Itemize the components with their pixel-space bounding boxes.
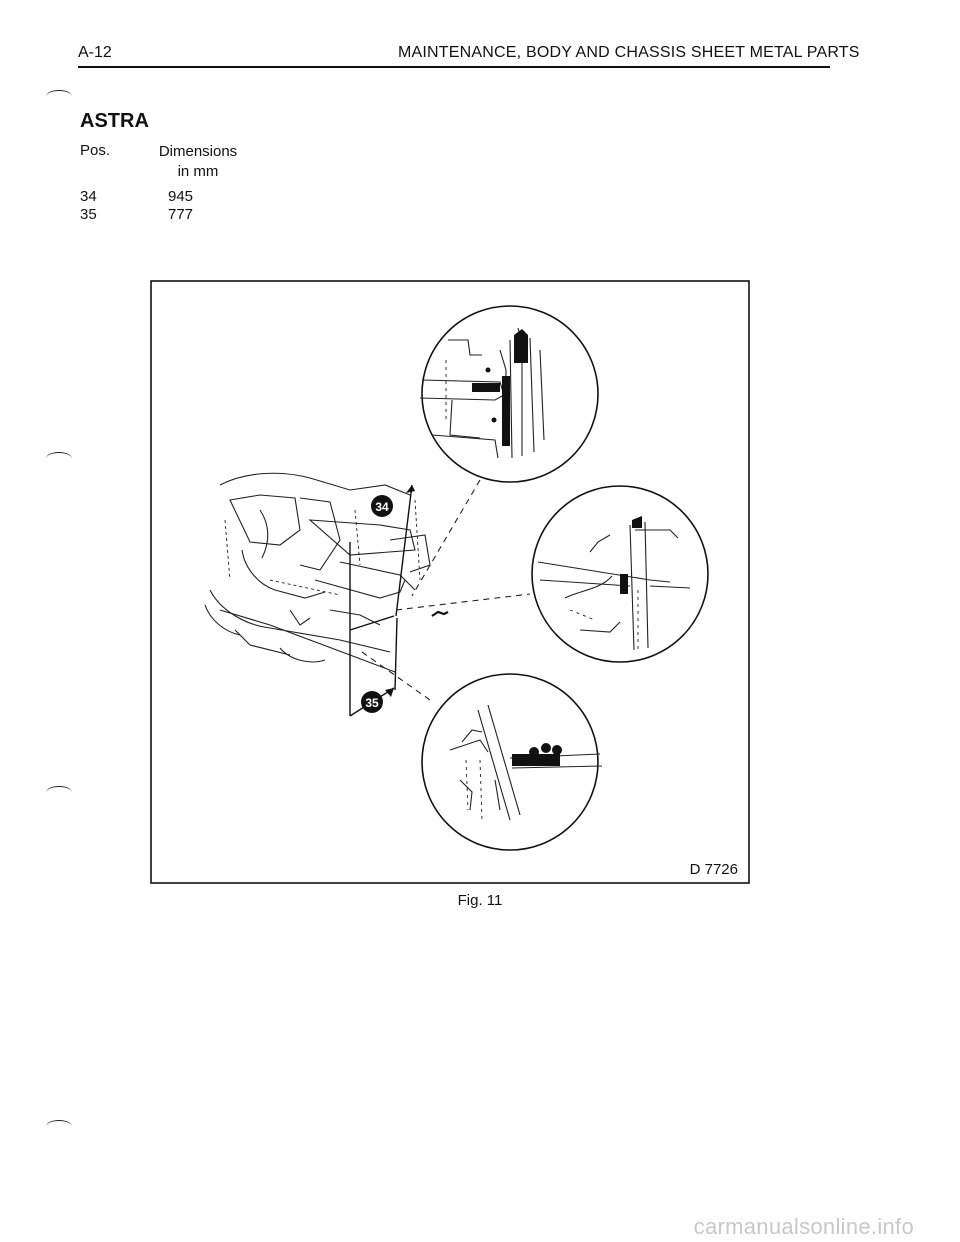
figure-illustration bbox=[150, 280, 750, 884]
margin-mark bbox=[46, 452, 72, 465]
model-title: ASTRA bbox=[80, 110, 149, 132]
section-heading: MAINTENANCE, BODY AND CHASSIS SHEET METAL PARTS bbox=[398, 44, 860, 61]
dimensions-unit: in mm bbox=[177, 163, 219, 180]
row-pos: 34 bbox=[80, 188, 97, 205]
margin-mark bbox=[46, 786, 72, 799]
body-dimension-figure bbox=[150, 280, 750, 884]
row-dimension: 945 bbox=[168, 188, 194, 205]
detail-view-middle bbox=[532, 486, 708, 662]
header-rule bbox=[78, 66, 830, 68]
row-pos: 35 bbox=[80, 206, 97, 223]
site-watermark: carmanualsonline.info bbox=[693, 1214, 914, 1239]
dimensions-label: Dimensions bbox=[158, 143, 238, 160]
page-number: A-12 bbox=[78, 44, 112, 61]
margin-mark bbox=[46, 90, 72, 103]
figure-caption: Fig. 11 bbox=[457, 892, 503, 909]
table-header-dimensions bbox=[158, 142, 238, 182]
detail-view-upper bbox=[420, 306, 598, 482]
callout-35-label: 35 bbox=[365, 696, 379, 710]
margin-mark bbox=[46, 1120, 72, 1133]
callout-34-label: 34 bbox=[375, 500, 389, 514]
callout-34 bbox=[371, 495, 393, 517]
callout-35 bbox=[361, 691, 383, 713]
row-dimension: 777 bbox=[168, 206, 194, 223]
table-header-pos: Pos. bbox=[80, 142, 111, 159]
figure-id: D 7726 bbox=[689, 861, 738, 878]
